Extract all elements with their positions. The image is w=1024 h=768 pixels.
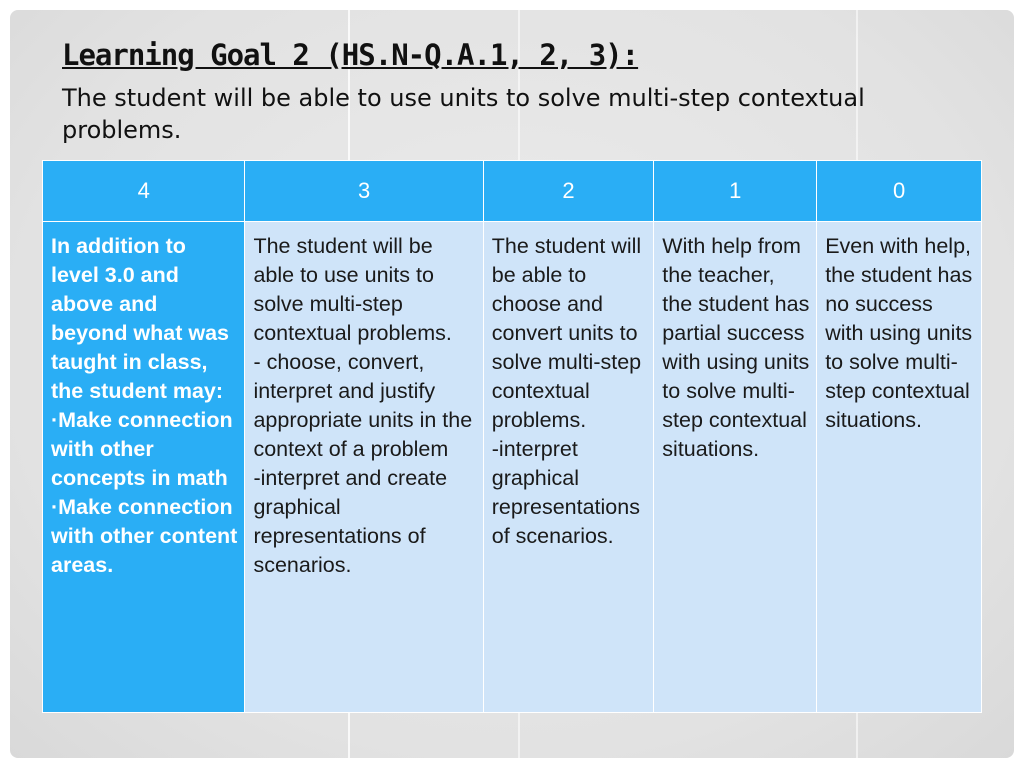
rubric-header-row bbox=[43, 161, 982, 222]
rubric-cell-text: Even with help, the student has no success with using units to solve multi-step contextual situations. bbox=[825, 234, 973, 432]
rubric-cell-text: With help from the teacher, the student has partial success with using units to solve multi-step contextual situations. bbox=[662, 234, 810, 461]
rubric-header-4: 4 bbox=[43, 161, 245, 222]
slide-subtitle: The student will be able to use units to solve multi-step contextual problems. bbox=[62, 84, 865, 144]
rubric-cell-text: - choose, convert, interpret and justify appropriate units in the context of a problem bbox=[253, 350, 473, 461]
rubric-header-3: 3 bbox=[245, 161, 483, 222]
rubric-table bbox=[42, 160, 982, 713]
rubric-cell-text: -interpret and create graphical representations of scenarios. bbox=[253, 466, 448, 577]
rubric-body-row bbox=[43, 222, 982, 713]
rubric-cell-level-1 bbox=[654, 222, 817, 713]
rubric-header-1: 1 bbox=[654, 161, 817, 222]
rubric-header-0: 0 bbox=[817, 161, 982, 222]
rubric-bullet-item: ·Make connection with other concepts in math bbox=[51, 408, 233, 490]
rubric-bullet-item: ·Make connection with other content areas. bbox=[51, 495, 238, 577]
rubric-cell-level-3 bbox=[245, 222, 483, 713]
rubric-cell-level-4 bbox=[43, 222, 245, 713]
rubric-cell-level-0 bbox=[817, 222, 982, 713]
slide-title: Learning Goal 2 (HS.N-Q.A.1, 2, 3): bbox=[62, 38, 639, 72]
rubric-cell-text: The student will be able to use units to solve multi-step contextual problems. bbox=[253, 234, 452, 345]
rubric-cell-text: In addition to level 3.0 and above and beyond what was taught in class, the student may: bbox=[51, 234, 230, 403]
rubric-cell-text: The student will be able to choose and convert units to solve multi-step contextual problems. bbox=[491, 234, 642, 432]
rubric-cell-text: -interpret graphical representations of scenarios. bbox=[491, 437, 640, 548]
rubric-cell-level-2 bbox=[483, 222, 654, 713]
rubric-header-2: 2 bbox=[483, 161, 654, 222]
